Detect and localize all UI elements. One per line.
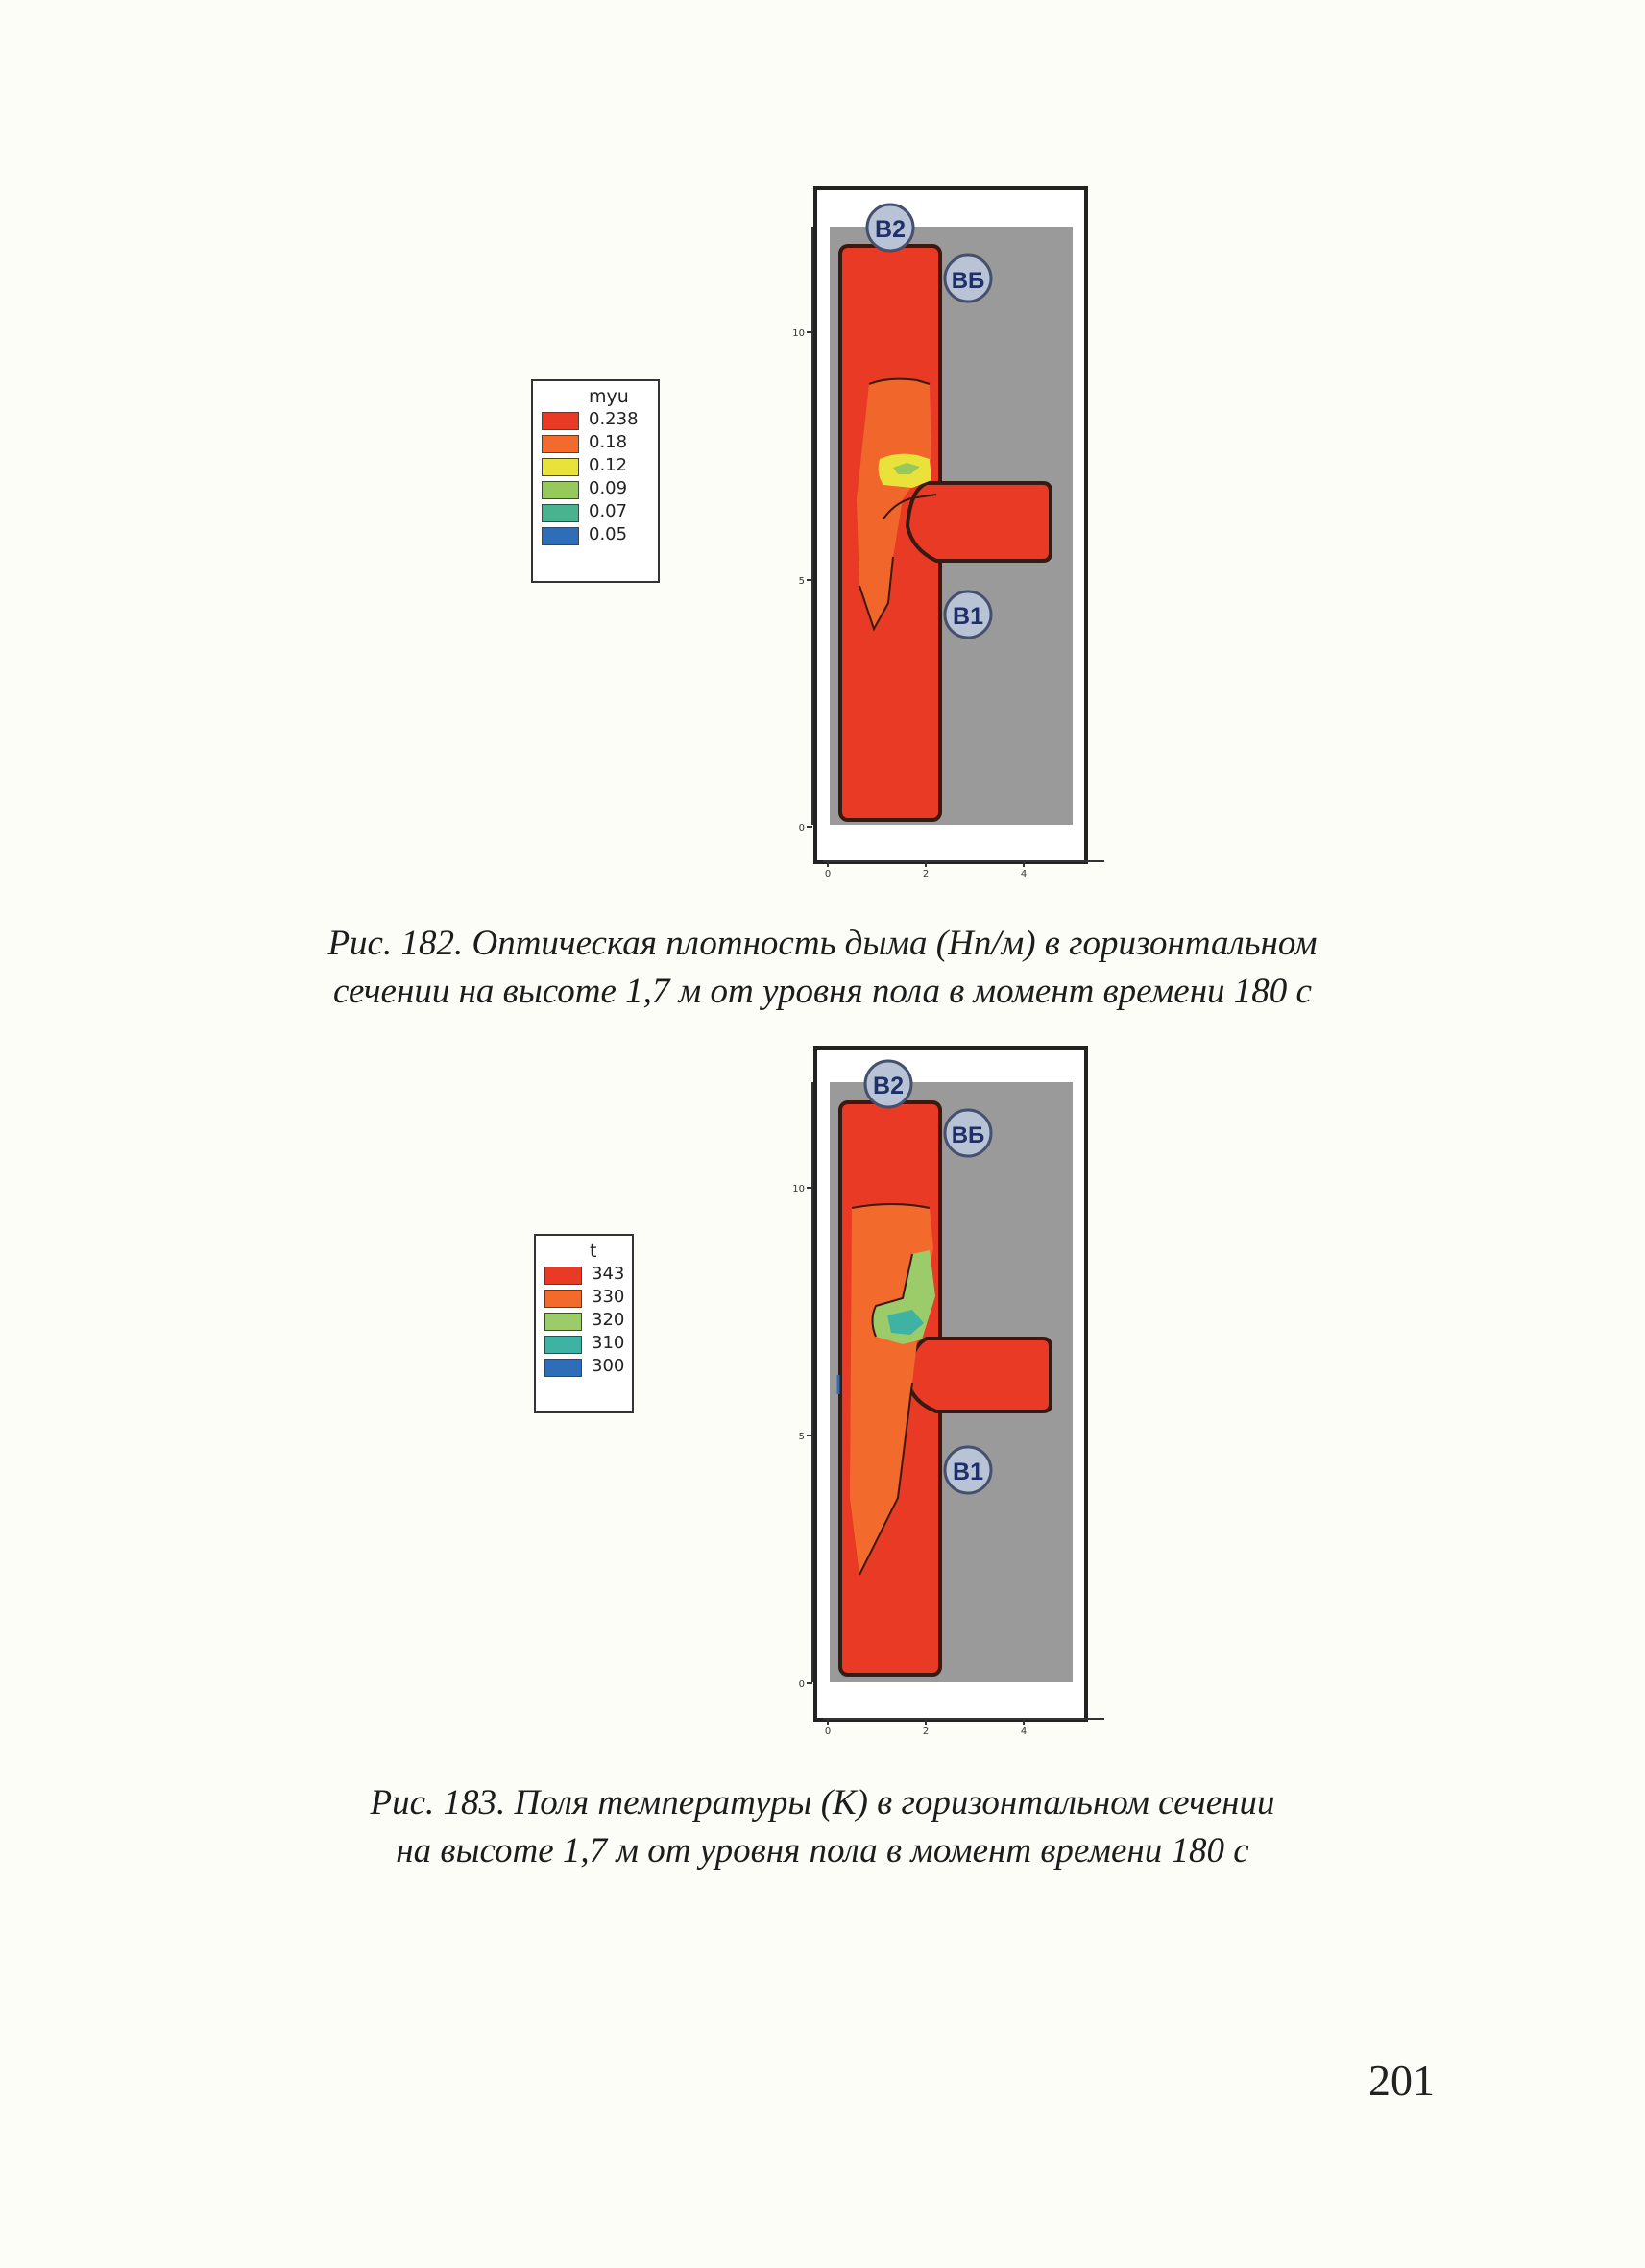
figure-182-caption-line-2: сечении на высоте 1,7 м от уровня пола в момент времени 180 с — [333, 972, 1312, 1011]
page-number: 201 — [1368, 2056, 1435, 2105]
badge-label: ВБ — [951, 1122, 985, 1148]
badge-label: B1 — [953, 1459, 983, 1485]
figure-182-caption-line-1: Рис. 182. Оптическая плотность дыма (Нп/м) в горизонтальном — [327, 924, 1318, 963]
y-tick-label: 0 — [798, 823, 805, 833]
y-tick-label: 0 — [798, 1679, 805, 1690]
legend-value: 0.09 — [589, 478, 628, 498]
legend-value: 0.12 — [589, 455, 628, 475]
legend-value: 0.05 — [589, 524, 628, 544]
legend-value: 330 — [592, 1287, 625, 1307]
legend-title: myu — [589, 386, 629, 407]
y-tick-label: 10 — [792, 328, 805, 339]
legend-value: 300 — [592, 1356, 625, 1376]
badge-label: B1 — [953, 603, 983, 630]
figure-183-caption-line-2: на высоте 1,7 м от уровня пола в момент времени 180 с — [396, 1831, 1249, 1870]
side-room-area — [907, 1339, 1051, 1411]
y-tick-label: 10 — [792, 1184, 805, 1194]
x-tick-label: 4 — [1020, 1726, 1028, 1737]
legend-value: 0.238 — [589, 409, 639, 429]
x-tick-label: 0 — [824, 1726, 832, 1737]
x-tick-label: 4 — [1020, 869, 1028, 880]
figure-183-caption-line-1: Рис. 183. Поля температуры (К) в горизонтальном сечении — [370, 1783, 1275, 1822]
legend-value: 320 — [592, 1310, 625, 1330]
y-tick-label: 5 — [798, 576, 805, 587]
x-tick-label: 0 — [824, 869, 832, 880]
legend-title: t — [590, 1241, 597, 1262]
badge-label: B2 — [873, 1073, 904, 1099]
x-tick-label: 2 — [922, 1726, 930, 1737]
x-tick-label: 2 — [922, 869, 930, 880]
legend-value: 0.07 — [589, 501, 628, 521]
badge-label: B2 — [875, 216, 906, 243]
badge-label: ВБ — [951, 268, 985, 294]
legend-value: 310 — [592, 1333, 625, 1353]
y-tick-label: 5 — [798, 1432, 805, 1442]
legend-value: 0.18 — [589, 432, 628, 452]
legend-value: 343 — [592, 1264, 625, 1284]
